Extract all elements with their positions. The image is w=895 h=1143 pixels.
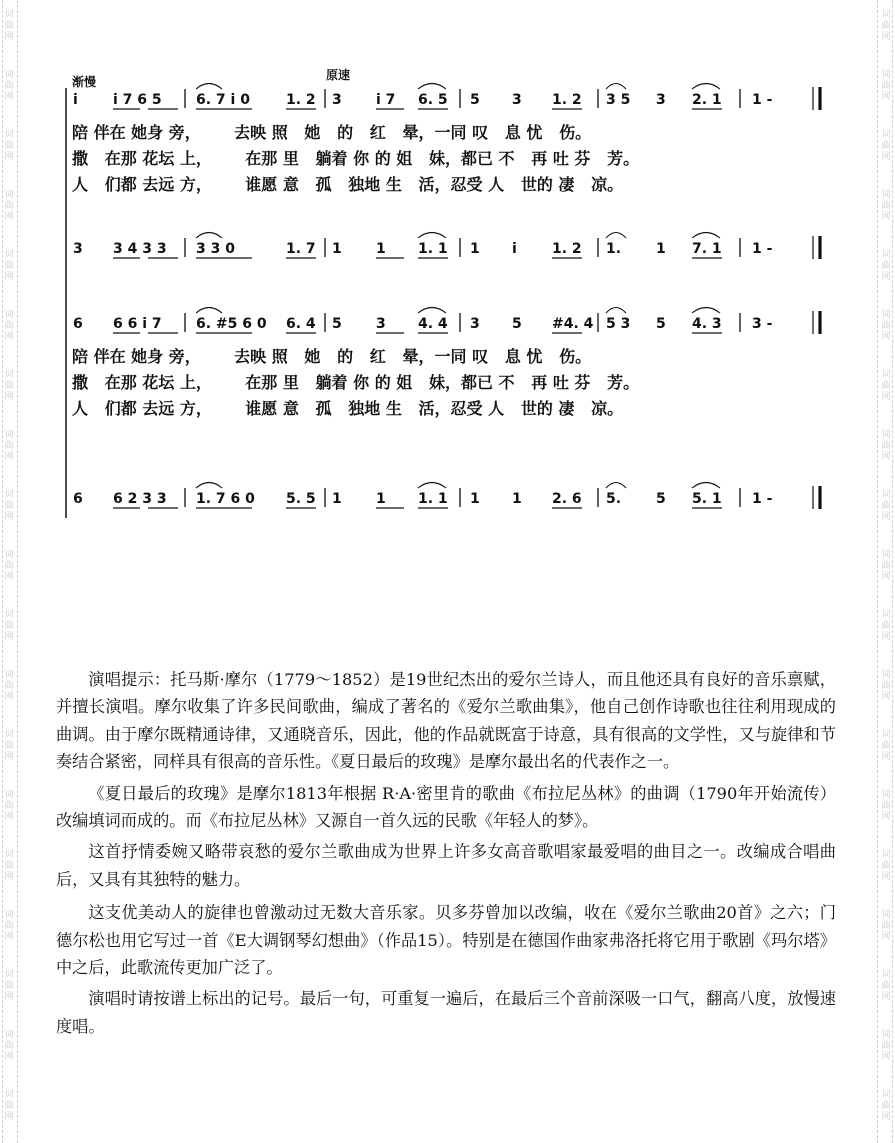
slur-mark bbox=[196, 308, 222, 314]
note-group: 5 bbox=[470, 92, 480, 108]
note-group: 6 6 i 7 bbox=[113, 316, 162, 332]
watermark-text: 词 曲 网 bbox=[881, 910, 891, 942]
note-group: 3 bbox=[376, 316, 386, 332]
note-group: 5. bbox=[606, 491, 622, 507]
note-group: 7. 1 bbox=[692, 241, 722, 257]
note-group: 1. 2 bbox=[552, 241, 582, 257]
note-group: i 7 bbox=[376, 92, 396, 108]
slur-mark bbox=[692, 308, 720, 314]
note-group: 5 bbox=[332, 316, 342, 332]
note-group: 1 bbox=[512, 491, 522, 507]
watermark-text: 词 曲 网 bbox=[4, 1090, 14, 1122]
note-group: 1 - bbox=[752, 92, 773, 108]
watermark-text: 词 曲 网 bbox=[4, 130, 14, 162]
note-group: 1 bbox=[470, 491, 480, 507]
watermark-text: 词 曲 网 bbox=[4, 70, 14, 102]
slur-mark bbox=[606, 84, 626, 90]
slur-mark bbox=[418, 233, 446, 239]
slur-mark bbox=[418, 308, 446, 314]
watermark-text: 词 曲 网 bbox=[4, 850, 14, 882]
watermark-text: 词 曲 网 bbox=[881, 1090, 891, 1122]
note-group: 6. #5 6 0 bbox=[196, 316, 267, 332]
slur-mark bbox=[606, 233, 626, 239]
watermark-text: 词 曲 网 bbox=[4, 310, 14, 342]
note-group: 6 2 3 3 bbox=[113, 491, 167, 507]
watermark-text: 词 曲 网 bbox=[881, 250, 891, 282]
slur-mark bbox=[606, 308, 626, 314]
lyric-line-s3-verse2: 撒 在那 花坛 上， 在那 里 躺着 你 的 姐 妹，都已 不 再 吐 芬 芳。 bbox=[72, 373, 640, 392]
lyric-line-s1-verse1: 陪 伴在 她身 旁， 去映 照 她 的 红 晕，一同 叹 息 忧 伤。 bbox=[72, 123, 592, 142]
watermark-text: 词 曲 网 bbox=[881, 970, 891, 1002]
slur-mark bbox=[196, 483, 222, 489]
note-group: i bbox=[512, 241, 517, 257]
slur-mark bbox=[606, 483, 626, 489]
note-group: 6 bbox=[73, 491, 83, 507]
note-group: i 7 6 5 bbox=[113, 92, 162, 108]
note-group: 3 bbox=[332, 92, 342, 108]
note-group: 1 - bbox=[752, 491, 773, 507]
note-group: 1. 7 6 0 bbox=[196, 491, 255, 507]
note-group: 6. 4 bbox=[286, 316, 316, 332]
watermark-text: 词 曲 网 bbox=[881, 130, 891, 162]
watermark-text: 词 曲 网 bbox=[4, 250, 14, 282]
note-group: 1. 2 bbox=[286, 92, 316, 108]
watermark-text: 词 曲 网 bbox=[4, 730, 14, 762]
note-paragraph-5: 演唱时请按谱上标出的记号。最后一句，可重复一遍后，在最后三个音前深吸一口气，翻高八度，放慢速度唱。 bbox=[56, 989, 836, 1036]
note-group: 1 - bbox=[752, 241, 773, 257]
score-system-1 bbox=[73, 84, 820, 111]
note-group: 5 bbox=[656, 491, 666, 507]
note-group: 3 bbox=[512, 92, 522, 108]
note-group: 5 bbox=[512, 316, 522, 332]
slur-mark bbox=[196, 233, 222, 239]
watermark-text: 词 曲 网 bbox=[881, 850, 891, 882]
tempo-marking-rit: 渐慢 bbox=[72, 75, 97, 89]
watermark-text: 词 曲 网 bbox=[4, 370, 14, 402]
note-group: 5. 1 bbox=[692, 491, 722, 507]
note-group: 6. 7 i 0 bbox=[196, 92, 250, 108]
watermark-text: 词 曲 网 bbox=[881, 550, 891, 582]
watermark-text: 词 曲 网 bbox=[4, 550, 14, 582]
watermark-text: 词 曲 网 bbox=[4, 10, 14, 42]
note-group: i bbox=[73, 92, 78, 108]
note-group: 1. 2 bbox=[552, 92, 582, 108]
note-group: 1 bbox=[332, 491, 342, 507]
watermark-text: 词 曲 网 bbox=[4, 430, 14, 462]
lyric-line-s3-verse3: 人 们都 去远 方， 谁愿 意 孤 独地 生 活，忍受 人 世的 凄 凉。 bbox=[72, 399, 624, 418]
note-group: 3 5 bbox=[606, 92, 631, 108]
note-group: 3 3 0 bbox=[196, 241, 235, 257]
note-group: 1. 1 bbox=[418, 241, 448, 257]
slur-mark bbox=[692, 233, 720, 239]
note-group: 3 bbox=[470, 316, 480, 332]
note-group: 5 bbox=[656, 316, 666, 332]
tempo-marking-a-tempo: 原速 bbox=[326, 68, 351, 82]
note-paragraph-4: 这支优美动人的旋律也曾激动过无数大音乐家。贝多芬曾加以改编，收在《爱尔兰歌曲20首》之六；门德尔松也用它写过一首《E大调钢琴幻想曲》（作品15）。特别是在德国作曲家弗洛托将它用于歌剧《玛尔塔》中之后，此歌流传更加广泛了。 bbox=[56, 903, 836, 978]
watermark-text: 词 曲 网 bbox=[4, 790, 14, 822]
note-group: 2. 1 bbox=[692, 92, 722, 108]
note-group: 1. 1 bbox=[418, 491, 448, 507]
note-paragraph-2: 《夏日最后的玫瑰》是摩尔1813年根据 R·A·密里肯的歌曲《布拉尼丛林》的曲调（1790年开始流传）改编填词而成的。而《布拉尼丛林》又源自一首久远的民歌《年轻人的梦》。 bbox=[56, 783, 836, 831]
watermark-text: 词 曲 网 bbox=[881, 10, 891, 42]
numbered-notation-score bbox=[0, 0, 895, 530]
note-group: #4. 4 bbox=[552, 316, 594, 332]
note-group: 1 bbox=[376, 491, 386, 507]
note-group: 1 bbox=[376, 241, 386, 257]
note-group: 4. 3 bbox=[692, 316, 722, 332]
slur-mark bbox=[692, 84, 720, 90]
note-group: 6. 5 bbox=[418, 92, 448, 108]
note-group: 6 bbox=[73, 316, 83, 332]
watermark-text: 词 曲 网 bbox=[881, 490, 891, 522]
score-system-2 bbox=[73, 233, 820, 260]
lyric-line-s1-verse2: 撒 在那 花坛 上， 在那 里 躺着 你 的 姐 妹，都已 不 再 吐 芬 芳。 bbox=[72, 149, 640, 168]
watermark-text: 词 曲 网 bbox=[881, 670, 891, 702]
watermark-text: 词 曲 网 bbox=[881, 1030, 891, 1062]
note-group: 3 4 3 3 bbox=[113, 241, 167, 257]
note-group: 3 bbox=[73, 241, 83, 257]
lyric-line-s3-verse1: 陪 伴在 她身 旁， 去映 照 她 的 红 晕，一同 叹 息 忧 伤。 bbox=[72, 347, 592, 366]
watermark-text: 词 曲 网 bbox=[881, 70, 891, 102]
note-group: 3 bbox=[656, 92, 666, 108]
note-paragraph-1: 演唱提示：托马斯·摩尔（1779～1852）是19世纪杰出的爱尔兰诗人，而且他还具有良好的音乐禀赋，并擅长演唱。摩尔收集了许多民间歌曲，编成了著名的《爱尔兰歌曲集》，他自己创作诗歌也往往利用现成的曲调。由于摩尔既精通诗律，又通晓音乐，因此，他的作品就既富于诗意，具有很高的文学性，又与旋律和节奏结合紧密，同样具有很高的音乐性。《夏日最后的玫瑰》是摩尔最出名的代表作之一。 bbox=[56, 670, 836, 772]
watermark-text: 词 曲 网 bbox=[4, 670, 14, 702]
note-group: 2. 6 bbox=[552, 491, 582, 507]
watermark-text: 词 曲 网 bbox=[881, 790, 891, 822]
watermark-text: 词 曲 网 bbox=[881, 370, 891, 402]
watermark-text: 词 曲 网 bbox=[4, 970, 14, 1002]
lyric-line-s1-verse3: 人 们都 去远 方， 谁愿 意 孤 独地 生 活，忍受 人 世的 凄 凉。 bbox=[72, 175, 624, 194]
note-group: 1. bbox=[606, 241, 622, 257]
note-group: 1 bbox=[332, 241, 342, 257]
note-group: 4. 4 bbox=[418, 316, 448, 332]
watermark-text: 词 曲 网 bbox=[881, 430, 891, 462]
watermark-text: 词 曲 网 bbox=[4, 190, 14, 222]
watermark-text: 词 曲 网 bbox=[4, 910, 14, 942]
slur-mark bbox=[418, 483, 446, 489]
watermark-text: 词 曲 网 bbox=[4, 610, 14, 642]
watermark-text: 词 曲 网 bbox=[881, 190, 891, 222]
note-group: 5. 5 bbox=[286, 491, 316, 507]
watermark-text: 词 曲 网 bbox=[4, 490, 14, 522]
watermark-text: 词 曲 网 bbox=[881, 610, 891, 642]
performance-notes bbox=[56, 666, 836, 1040]
score-system-3 bbox=[73, 308, 820, 335]
note-group: 3 - bbox=[752, 316, 773, 332]
note-group: 1 bbox=[470, 241, 480, 257]
slur-mark bbox=[418, 84, 446, 90]
note-group: 1. 7 bbox=[286, 241, 316, 257]
note-paragraph-3: 这首抒情委婉又略带哀愁的爱尔兰歌曲成为世界上许多女高音歌唱家最爱唱的曲目之一。改编成合唱曲后，又具有其独特的魅力。 bbox=[56, 842, 836, 889]
watermark-text: 词 曲 网 bbox=[881, 730, 891, 762]
slur-mark bbox=[196, 84, 222, 90]
slur-mark bbox=[692, 483, 720, 489]
note-group: 1 bbox=[656, 241, 666, 257]
score-system-4 bbox=[73, 483, 820, 510]
note-group: 5 3 bbox=[606, 316, 631, 332]
watermark-text: 词 曲 网 bbox=[881, 310, 891, 342]
watermark-text: 词 曲 网 bbox=[4, 1030, 14, 1062]
